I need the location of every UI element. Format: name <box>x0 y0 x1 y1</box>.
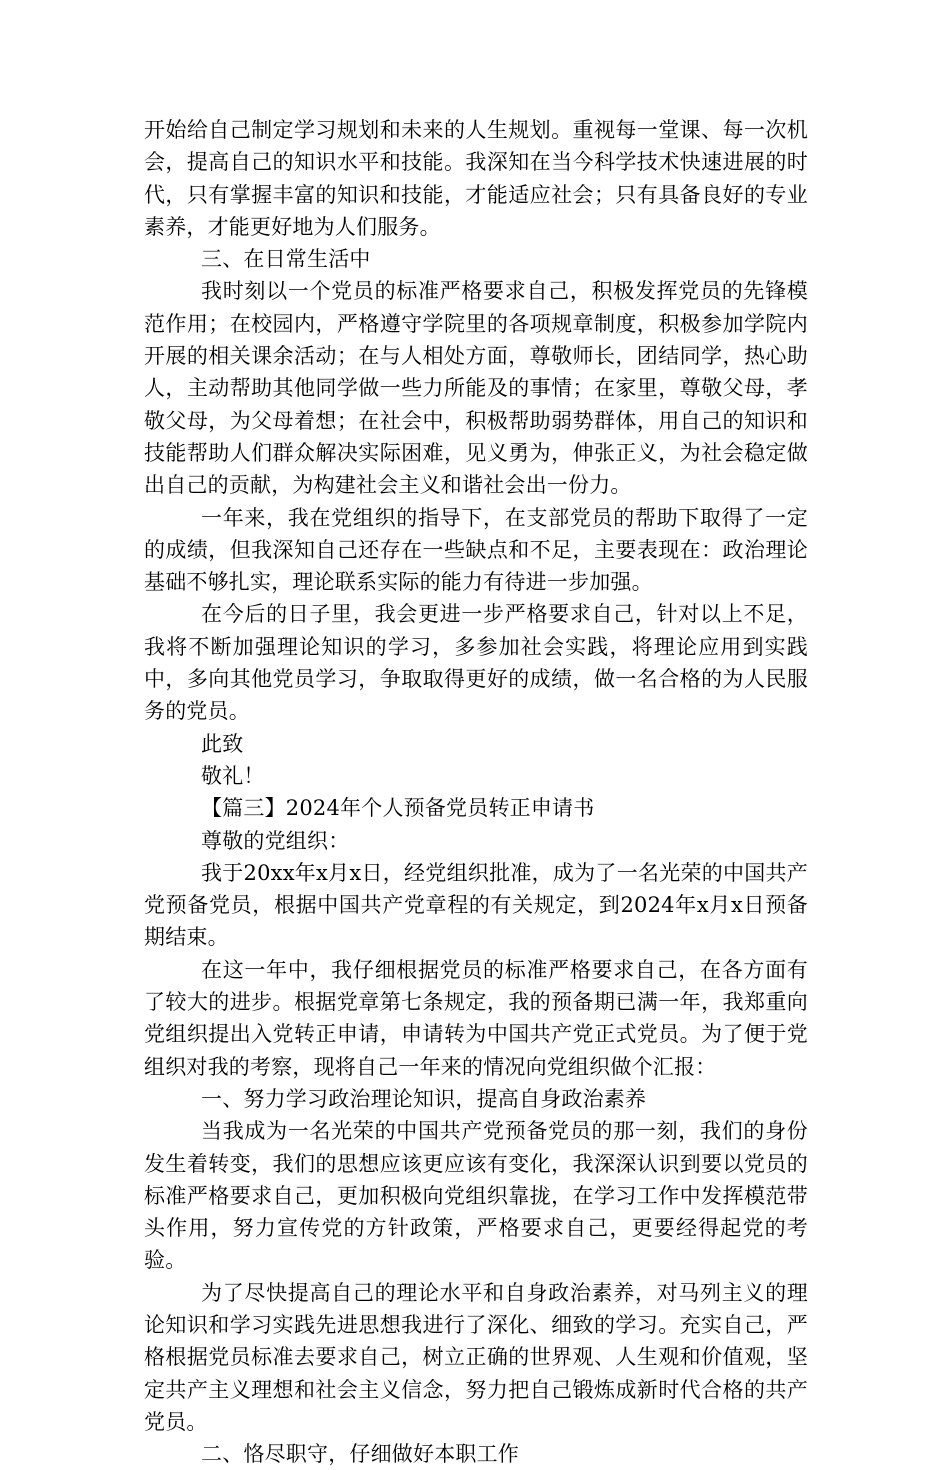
paragraph-study-plan: 开始给自己制定学习规划和未来的人生规划。重视每一堂课、每一次机会，提高自己的知识水平和技能。我深知在当今科学技术快速进展的时代，只有掌握丰富的知识和技能，才能适应社会；只有具备良好的专业素养，才能更好地为人们服务。 <box>144 118 808 239</box>
heading-duty: 二、恪尽职守，仔细做好本职工作 <box>201 1442 519 1467</box>
paragraph-theory-study: 为了尽快提高自己的理论水平和自身政治素养，对马列主义的理论知识和学习实践先进思想我进行了深化、细致的学习。充实自己，严格根据党员标准去要求自己，树立正确的世界观、人生观和价值观，坚定共产主义理想和社会主义信念，努力把自己锻炼成新时代合格的共产党员。 <box>144 1280 808 1434</box>
paragraph-daily-life: 我时刻以一个党员的标准严格要求自己，积极发挥党员的先锋模范作用；在校园内，严格遵守学院里的各项规章制度，积极参加学院内开展的相关课余活动；在与人相处方面，尊敬师长，团结同学，热心助人，主动帮助其他同学做一些力所能及的事情；在家里，尊敬父母，孝敬父母，为父母着想；在社会中，积极帮助弱势群体，用自己的知识和技能帮助人们群众解决实际困难，见义勇为，伸张正义，为社会稳定做出自己的贡献，为构建社会主义和谐社会出一份力。 <box>144 279 808 498</box>
greeting-party-organization: 尊敬的党组织： <box>201 828 350 853</box>
closing-salutation: 此致 <box>201 731 244 756</box>
paragraph-future-plans: 在今后的日子里，我会更进一步严格要求自己，针对以上不足，我将不断加强理论知识的学习，多参加社会实践，将理论应用到实践中，多向其他党员学习，争取取得更好的成绩，做一名合格的为人民服务的党员。 <box>144 602 808 724</box>
paragraph-identity-change: 当我成为一名光荣的中国共产党预备党员的那一刻，我们的身份发生着转变，我们的思想应该更应该有变化，我深深认识到要以党员的标准严格要求自己，更加积极向党组织靠拢，在学习工作中发挥模范带头作用，努力宣传党的方针政策，严格要求自己，更要经得起党的考验。 <box>144 1119 808 1273</box>
closing-regards: 敬礼！ <box>201 763 265 788</box>
heading-daily-life: 三、在日常生活中 <box>201 247 371 272</box>
heading-political-theory: 一、努力学习政治理论知识，提高自身政治素养 <box>201 1086 647 1111</box>
paragraph-application: 在这一年中，我仔细根据党员的标准严格要求自己，在各方面有了较大的进步。根据党章第七条规定，我的预备期已满一年，我郑重向党组织提出入党转正申请，申请转为中国共产党正式党员。为了便于党组织对我的考察，现将自己一年来的情况向党组织做个汇报： <box>144 957 808 1079</box>
paragraph-probation-intro: 我于20xx年x月x日，经党组织批准，成为了一名光荣的中国共产党预备党员，根据中国共产党章程的有关规定，到2024年x月x日预备期结束。 <box>144 860 808 950</box>
document-page <box>144 114 808 1470</box>
paragraph-year-summary: 一年来，我在党组织的指导下，在支部党员的帮助下取得了一定的成绩，但我深知自己还存在一些缺点和不足，主要表现在：政治理论基础不够扎实，理论联系实际的能力有待进一步加强。 <box>144 505 808 595</box>
section-title-part-three: 【篇三】2024年个人预备党员转正申请书 <box>201 796 595 821</box>
